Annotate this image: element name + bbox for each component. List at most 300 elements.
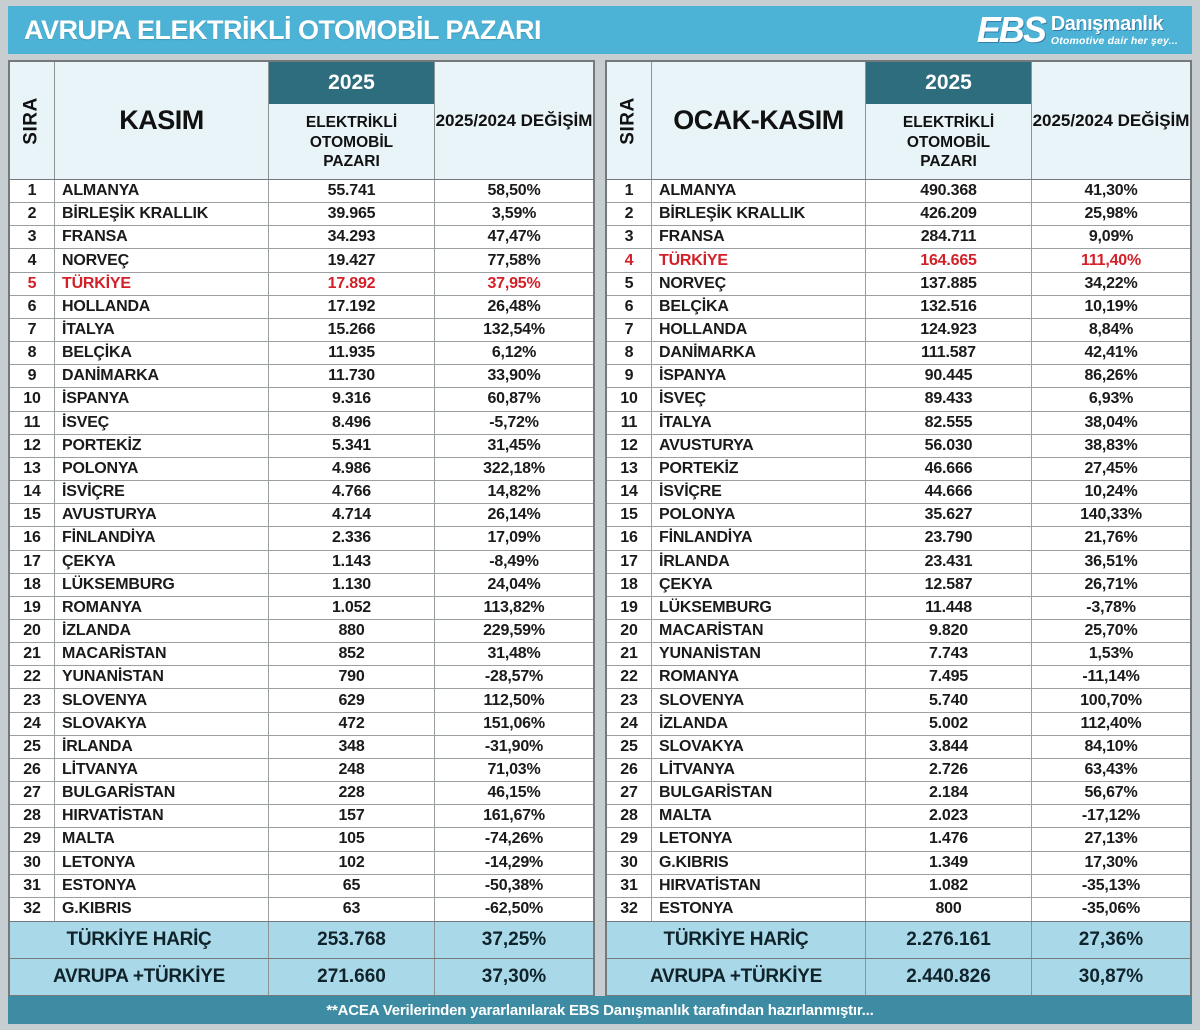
change-cell: 140,33% [1080, 506, 1142, 524]
country-cell: ESTONYA [55, 875, 269, 897]
table-row [607, 875, 1190, 898]
change-cell: -62,50% [484, 900, 544, 918]
rank-cell: 21 [607, 643, 652, 665]
total-change: 27,36% [1078, 929, 1144, 950]
market-value-cell: 34.293 [269, 226, 435, 248]
market-value-cell: 137.885 [866, 273, 1032, 295]
country-cell: SLOVAKYA [55, 713, 269, 735]
market-value-cell: 1.476 [866, 828, 1032, 850]
rank-cell: 14 [607, 481, 652, 503]
market-value-cell: 132.516 [866, 296, 1032, 318]
table-row [10, 180, 593, 203]
country-cell: ROMANYA [55, 597, 269, 619]
market-value-cell: 1.349 [866, 852, 1032, 874]
change-cell: 41,30% [1084, 182, 1138, 200]
country-cell: AVUSTURYA [55, 504, 269, 526]
table-row [607, 782, 1190, 805]
country-cell: POLONYA [55, 458, 269, 480]
market-value-cell: 11.935 [269, 342, 435, 364]
table-row [607, 620, 1190, 643]
country-cell: LÜKSEMBURG [652, 597, 866, 619]
rank-cell: 22 [607, 666, 652, 688]
change-cell: 34,22% [1084, 274, 1138, 292]
table-row [10, 736, 593, 759]
table-row [10, 481, 593, 504]
table-row [10, 852, 593, 875]
country-cell: YUNANİSTAN [55, 666, 269, 688]
market-value-cell: 2.023 [866, 805, 1032, 827]
table-row [607, 342, 1190, 365]
market-value-cell: 7.743 [866, 643, 1032, 665]
table-row [10, 713, 593, 736]
rank-cell: 6 [607, 296, 652, 318]
period-header-label: KASIM [119, 105, 204, 135]
change-cell: -74,26% [484, 830, 544, 848]
change-cell: 37,95% [487, 274, 541, 292]
table-row [10, 828, 593, 851]
market-value-cell: 124.923 [866, 319, 1032, 341]
country-cell: İSPANYA [652, 365, 866, 387]
market-value-cell: 4.714 [269, 504, 435, 526]
market-value-cell: 5.002 [866, 713, 1032, 735]
rank-cell: 26 [607, 759, 652, 781]
rank-cell: 3 [10, 226, 55, 248]
market-value-cell: 35.627 [866, 504, 1032, 526]
change-cell: 10,19% [1084, 297, 1138, 315]
change-cell: 71,03% [487, 760, 541, 778]
change-cell: 77,58% [487, 251, 541, 269]
country-cell: DANİMARKA [55, 365, 269, 387]
market-header-label: ELEKTRİKLİ OTOMOBİL PAZARI [902, 114, 995, 171]
table-row [607, 435, 1190, 458]
market-value-cell: 105 [269, 828, 435, 850]
rank-cell: 13 [10, 458, 55, 480]
market-value-cell: 5.341 [269, 435, 435, 457]
table-row [607, 852, 1190, 875]
market-value-cell: 56.030 [866, 435, 1032, 457]
market-value-cell: 1.143 [269, 551, 435, 573]
table-row [10, 898, 593, 921]
market-value-cell: 17.892 [269, 273, 435, 295]
rank-cell: 2 [607, 203, 652, 225]
table-ocak-kasim [605, 60, 1192, 996]
country-cell: DANİMARKA [652, 342, 866, 364]
country-cell: FRANSA [55, 226, 269, 248]
change-cell: 31,48% [487, 645, 541, 663]
table-row [10, 342, 593, 365]
country-cell: LİTVANYA [652, 759, 866, 781]
market-value-cell: 65 [269, 875, 435, 897]
total-row-incl-turkiye [10, 958, 593, 995]
market-value-cell: 2.184 [866, 782, 1032, 804]
rank-cell: 11 [607, 412, 652, 434]
table-ocak-kasim-header [607, 62, 1190, 180]
period-header [55, 62, 269, 179]
market-value-cell: 1.130 [269, 574, 435, 596]
table-row [10, 504, 593, 527]
table-row [10, 643, 593, 666]
market-value-cell: 426.209 [866, 203, 1032, 225]
market-value-cell: 5.740 [866, 689, 1032, 711]
rank-cell: 11 [10, 412, 55, 434]
country-cell: BİRLEŞİK KRALLIK [55, 203, 269, 225]
change-cell: 132,54% [483, 321, 545, 339]
change-cell: 27,45% [1084, 459, 1138, 477]
total-change: 37,25% [481, 929, 547, 950]
total-row-excl-turkiye [607, 921, 1190, 958]
country-cell: İSPANYA [55, 388, 269, 410]
country-cell: HIRVATİSTAN [652, 875, 866, 897]
country-cell: BULGARİSTAN [652, 782, 866, 804]
rank-cell: 12 [10, 435, 55, 457]
rank-cell: 32 [10, 898, 55, 921]
market-value-cell: 55.741 [269, 180, 435, 202]
market-value-cell: 472 [269, 713, 435, 735]
change-cell: 113,82% [483, 598, 545, 616]
total-row-excl-turkiye [10, 921, 593, 958]
country-cell: ESTONYA [652, 898, 866, 921]
market-header-label: ELEKTRİKLİ OTOMOBİL PAZARI [305, 114, 398, 171]
country-cell: TÜRKİYE [652, 249, 866, 271]
rank-cell: 26 [10, 759, 55, 781]
table-row [607, 736, 1190, 759]
table-row [607, 898, 1190, 921]
change-cell: 60,87% [487, 390, 541, 408]
ebs-logo-mark: EBS [976, 9, 1045, 50]
market-value-cell: 852 [269, 643, 435, 665]
rank-cell: 10 [10, 388, 55, 410]
table-row [607, 481, 1190, 504]
table-row [607, 828, 1190, 851]
title-bar [8, 6, 1192, 54]
table-row [10, 388, 593, 411]
change-cell: 151,06% [483, 714, 545, 732]
year-header: 2025 [866, 62, 1031, 106]
rank-header [10, 62, 55, 179]
logo-tagline: Otomotive dair her şey... [1050, 34, 1178, 47]
market-value-cell: 348 [269, 736, 435, 758]
rank-cell: 29 [607, 828, 652, 850]
rank-cell: 17 [607, 551, 652, 573]
country-cell: ÇEKYA [652, 574, 866, 596]
country-cell: ALMANYA [652, 180, 866, 202]
rank-cell: 4 [607, 249, 652, 271]
table-kasim-header [10, 62, 593, 180]
change-cell: 6,12% [491, 344, 537, 362]
change-cell: 46,15% [487, 784, 541, 802]
change-cell: 27,13% [1084, 830, 1138, 848]
country-cell: YUNANİSTAN [652, 643, 866, 665]
change-cell: 100,70% [1080, 691, 1142, 709]
table-row [10, 597, 593, 620]
rank-cell: 28 [10, 805, 55, 827]
country-cell: ALMANYA [55, 180, 269, 202]
market-header [269, 62, 435, 179]
country-cell: NORVEÇ [55, 249, 269, 271]
table-row [10, 365, 593, 388]
table-kasim [8, 60, 595, 996]
rank-cell: 32 [607, 898, 652, 921]
market-value-cell: 3.844 [866, 736, 1032, 758]
change-cell: 86,26% [1084, 367, 1138, 385]
market-value-cell: 9.820 [866, 620, 1032, 642]
rank-cell: 25 [10, 736, 55, 758]
country-cell: LETONYA [55, 852, 269, 874]
rank-cell: 25 [607, 736, 652, 758]
market-value-cell: 90.445 [866, 365, 1032, 387]
rank-cell: 12 [607, 435, 652, 457]
total-row-incl-turkiye [607, 958, 1190, 995]
rank-cell: 24 [10, 713, 55, 735]
table-row [10, 226, 593, 249]
change-cell: 112,50% [483, 691, 545, 709]
change-header-label: 2025/2024 DEĞİŞİM [435, 110, 593, 130]
rank-cell: 30 [10, 852, 55, 874]
change-cell: -5,72% [489, 413, 539, 431]
rank-cell: 1 [607, 180, 652, 202]
rank-cell: 30 [607, 852, 652, 874]
market-value-cell: 790 [269, 666, 435, 688]
market-value-cell: 228 [269, 782, 435, 804]
change-cell: -35,13% [1081, 876, 1141, 894]
total-value: 271.660 [269, 959, 435, 995]
rank-header [607, 62, 652, 179]
country-cell: FİNLANDİYA [652, 527, 866, 549]
table-row [607, 805, 1190, 828]
period-header-label: OCAK-KASIM [673, 105, 844, 135]
change-cell: 25,70% [1084, 622, 1138, 640]
market-value-cell: 12.587 [866, 574, 1032, 596]
table-row [10, 689, 593, 712]
change-cell: 10,24% [1084, 483, 1138, 501]
country-cell: İRLANDA [55, 736, 269, 758]
table-row [10, 551, 593, 574]
table-row [607, 458, 1190, 481]
table-row [607, 273, 1190, 296]
country-cell: BELÇİKA [55, 342, 269, 364]
table-row [607, 527, 1190, 550]
rank-header-label: SIRA [21, 96, 42, 145]
change-cell: 111,40% [1081, 251, 1141, 269]
rank-cell: 5 [10, 273, 55, 295]
market-header [866, 62, 1032, 179]
rank-cell: 14 [10, 481, 55, 503]
footer-bar [8, 996, 1192, 1024]
country-cell: G.KIBRIS [652, 852, 866, 874]
rank-cell: 18 [607, 574, 652, 596]
change-cell: 8,84% [1088, 321, 1134, 339]
table-row [10, 435, 593, 458]
change-cell: 33,90% [487, 367, 541, 385]
country-cell: İSVİÇRE [55, 481, 269, 503]
market-value-cell: 7.495 [866, 666, 1032, 688]
country-cell: PORTEKİZ [55, 435, 269, 457]
country-cell: BİRLEŞİK KRALLIK [652, 203, 866, 225]
market-value-cell: 800 [866, 898, 1032, 921]
market-value-cell: 629 [269, 689, 435, 711]
country-cell: HIRVATİSTAN [55, 805, 269, 827]
market-value-cell: 63 [269, 898, 435, 921]
table-row [10, 782, 593, 805]
country-cell: LİTVANYA [55, 759, 269, 781]
table-row [607, 643, 1190, 666]
country-cell: İZLANDA [55, 620, 269, 642]
country-cell: MACARİSTAN [652, 620, 866, 642]
rank-cell: 4 [10, 249, 55, 271]
change-cell: -28,57% [484, 668, 544, 686]
total-label: TÜRKİYE HARİÇ [607, 922, 866, 958]
change-cell: 36,51% [1084, 552, 1138, 570]
rank-cell: 27 [10, 782, 55, 804]
country-cell: BELÇİKA [652, 296, 866, 318]
market-value-cell: 164.665 [866, 249, 1032, 271]
change-cell: 31,45% [487, 436, 541, 454]
change-cell: 14,82% [487, 483, 541, 501]
rank-cell: 7 [607, 319, 652, 341]
change-cell: 322,18% [483, 459, 545, 477]
change-cell: -14,29% [484, 853, 544, 871]
market-value-cell: 17.192 [269, 296, 435, 318]
market-value-cell: 248 [269, 759, 435, 781]
rank-cell: 16 [10, 527, 55, 549]
change-cell: 38,83% [1084, 436, 1138, 454]
rank-cell: 31 [10, 875, 55, 897]
period-header [652, 62, 866, 179]
market-value-cell: 880 [269, 620, 435, 642]
market-value-cell: 11.448 [866, 597, 1032, 619]
change-cell: 26,71% [1084, 575, 1138, 593]
rank-cell: 5 [607, 273, 652, 295]
rank-cell: 28 [607, 805, 652, 827]
country-cell: İSVEÇ [652, 388, 866, 410]
rank-cell: 3 [607, 226, 652, 248]
country-cell: SLOVAKYA [652, 736, 866, 758]
rank-cell: 6 [10, 296, 55, 318]
table-row [607, 226, 1190, 249]
change-cell: 17,09% [487, 529, 541, 547]
change-header [435, 62, 593, 179]
table-row [607, 597, 1190, 620]
country-cell: BULGARİSTAN [55, 782, 269, 804]
country-cell: ÇEKYA [55, 551, 269, 573]
market-value-cell: 1.052 [269, 597, 435, 619]
total-value: 253.768 [269, 922, 435, 958]
table-row [607, 666, 1190, 689]
country-cell: İTALYA [652, 412, 866, 434]
rank-cell: 23 [10, 689, 55, 711]
table-row [10, 319, 593, 342]
market-value-cell: 1.082 [866, 875, 1032, 897]
change-cell: -3,78% [1086, 598, 1136, 616]
table-kasim-body [10, 180, 593, 921]
rank-cell: 8 [607, 342, 652, 364]
page-title: AVRUPA ELEKTRİKLİ OTOMOBİL PAZARI [24, 14, 542, 45]
rank-cell: 31 [607, 875, 652, 897]
market-value-cell: 111.587 [866, 342, 1032, 364]
table-row [10, 574, 593, 597]
year-header: 2025 [269, 62, 434, 106]
rank-header-label: SIRA [618, 96, 639, 145]
market-value-cell: 11.730 [269, 365, 435, 387]
change-cell: 26,14% [487, 506, 541, 524]
country-cell: İRLANDA [652, 551, 866, 573]
country-cell: İTALYA [55, 319, 269, 341]
country-cell: SLOVENYA [652, 689, 866, 711]
market-value-cell: 39.965 [269, 203, 435, 225]
rank-cell: 29 [10, 828, 55, 850]
table-row [607, 388, 1190, 411]
country-cell: İZLANDA [652, 713, 866, 735]
market-value-cell: 23.431 [866, 551, 1032, 573]
market-value-cell: 19.427 [269, 249, 435, 271]
table-row [607, 203, 1190, 226]
country-cell: LÜKSEMBURG [55, 574, 269, 596]
table-row-highlight-turkiye [10, 273, 593, 296]
rank-cell: 1 [10, 180, 55, 202]
change-cell: 21,76% [1084, 529, 1138, 547]
market-value-cell: 490.368 [866, 180, 1032, 202]
change-cell: 47,47% [487, 228, 541, 246]
rank-cell: 21 [10, 643, 55, 665]
rank-cell: 9 [607, 365, 652, 387]
change-cell: 229,59% [483, 622, 545, 640]
market-value-cell: 2.726 [866, 759, 1032, 781]
change-cell: -11,14% [1082, 668, 1140, 686]
market-value-cell: 44.666 [866, 481, 1032, 503]
market-value-cell: 4.766 [269, 481, 435, 503]
table-row [10, 875, 593, 898]
country-cell: G.KIBRIS [55, 898, 269, 921]
rank-cell: 10 [607, 388, 652, 410]
change-cell: 17,30% [1084, 853, 1138, 871]
total-change: 37,30% [481, 966, 547, 987]
market-value-cell: 46.666 [866, 458, 1032, 480]
change-cell: 1,53% [1088, 645, 1134, 663]
table-row [10, 412, 593, 435]
table-row [607, 319, 1190, 342]
market-value-cell: 2.336 [269, 527, 435, 549]
rank-cell: 7 [10, 319, 55, 341]
country-cell: TÜRKİYE [55, 273, 269, 295]
change-cell: 3,59% [491, 205, 537, 223]
table-row [607, 180, 1190, 203]
table-row [607, 296, 1190, 319]
change-cell: 84,10% [1084, 737, 1138, 755]
rank-cell: 20 [10, 620, 55, 642]
market-value-cell: 9.316 [269, 388, 435, 410]
country-cell: MALTA [55, 828, 269, 850]
rank-cell: 19 [607, 597, 652, 619]
change-cell: -8,49% [489, 552, 539, 570]
change-cell: 24,04% [487, 575, 541, 593]
change-cell: 42,41% [1084, 344, 1138, 362]
table-row [10, 620, 593, 643]
table-row [10, 666, 593, 689]
table-row [607, 365, 1190, 388]
table-row [10, 203, 593, 226]
total-label: AVRUPA +TÜRKİYE [607, 959, 866, 995]
rank-cell: 23 [607, 689, 652, 711]
change-cell: -17,12% [1081, 807, 1141, 825]
table-row [607, 713, 1190, 736]
rank-cell: 2 [10, 203, 55, 225]
country-cell: İSVİÇRE [652, 481, 866, 503]
rank-cell: 8 [10, 342, 55, 364]
change-cell: 38,04% [1084, 413, 1138, 431]
market-value-cell: 157 [269, 805, 435, 827]
change-header-label: 2025/2024 DEĞİŞİM [1032, 110, 1190, 130]
rank-cell: 24 [607, 713, 652, 735]
